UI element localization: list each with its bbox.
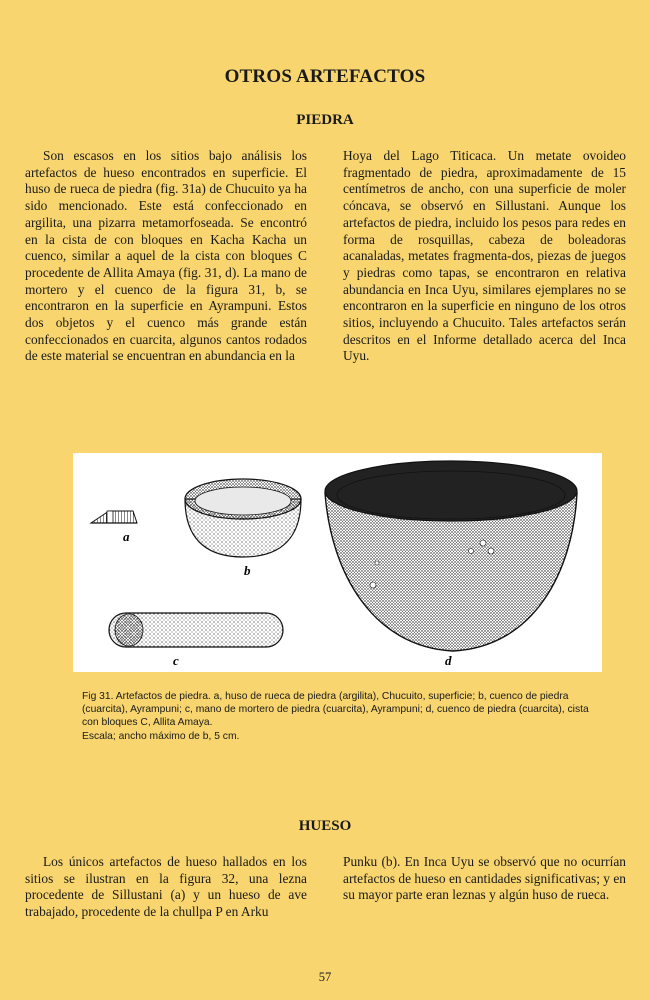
artifact-b-small-bowl (185, 479, 301, 557)
hueso-left-column (25, 854, 307, 921)
artifact-c-pestle (109, 613, 283, 647)
caption-line: (cuarcita), Ayrampuni; c, mano de mortero de piedra (cuarcita), Ayrampuni; d, cuenco de piedra (cuarcita), cista (82, 704, 589, 716)
figure-label-a: a (123, 529, 130, 544)
caption-line: Escala; ancho máximo de b, 5 cm. (82, 730, 240, 742)
figure-label-b: b (244, 563, 251, 578)
stone-artifacts-drawing (73, 453, 602, 672)
paragraph: Punku (b). En Inca Uyu se observó que no ocurrían artefactos de hueso en cantidades significativas; y en su mayor parte eran leznas y algún huso de rueca. (343, 854, 626, 903)
paragraph: Son escasos en los sitios bajo análisis los artefactos de hueso encontrados en superficie. El huso de rueca de piedra (fig. 31a) de Chucuito ya ha sido mencionado. Este está confeccionado en argilita, una pizarra metamorfoseada. Se encontró en la cista de con bloques en Kacha Kacha un cuenco, similar a aquel de la cista con bloques C procedente de Allita Amaya (fig. 31, d). La mano de mortero y el cuenco de la figura 31, b, se encontraron en la superficie en Ayrampuni. Estos dos objetos y el cuenco más grande están confeccionados en cuarcita, algunos cantos rodados de este material se encuentran en abundancia en la (25, 148, 307, 364)
section-heading-hueso: HUESO (298, 818, 352, 834)
artifact-a-spindle-whorl (91, 511, 137, 523)
figure-caption (82, 690, 602, 743)
hueso-right-column (343, 854, 626, 904)
artifact-d-large-bowl (325, 461, 577, 651)
piedra-left-column (25, 148, 307, 365)
section-heading-piedra: PIEDRA (296, 112, 354, 128)
figure-31-illustration (73, 453, 602, 672)
paragraph: Hoya del Lago Titicaca. Un metate ovoideo fragmentado de piedra, aproximadamente de 15 centímetros de ancho, con una superficie de moler cóncava, se observó en Sillustani. Aunque los artefactos de piedra, incluido los pesos para redes en forma de rosquillas, cabeza de boleadoras acanaladas, metates fragmenta-dos, piezas de juegos y piedras como tapas, se encontraron en relativa abundancia en Inca Uyu, similares ejemplares no se encontraron en la superficie en ninguno de los otros sitios, incluyendo a Chucuito. Tales artefactos serán descritos en el Informe detallado acerca del Inca Uyu. (343, 148, 626, 364)
caption-line: Fig 31. Artefactos de piedra. a, huso de rueca de piedra (argilita), Chucuito, superficie; b, cuenco de piedra (82, 691, 569, 702)
figure-label-d: d (445, 653, 452, 668)
figure-label-c: c (173, 653, 179, 668)
piedra-right-column (343, 148, 626, 365)
page-number: 57 (318, 970, 332, 984)
paragraph: Los únicos artefactos de hueso hallados en los sitios se ilustran en la figura 32, una lezna procedente de Sillustani (a) y un hueso de ave trabajado, procedente de la chullpa P en Arku (25, 854, 307, 920)
page-title: OTROS ARTEFACTOS (224, 66, 426, 87)
caption-line: con bloques C, Allita Amaya. (82, 717, 213, 729)
